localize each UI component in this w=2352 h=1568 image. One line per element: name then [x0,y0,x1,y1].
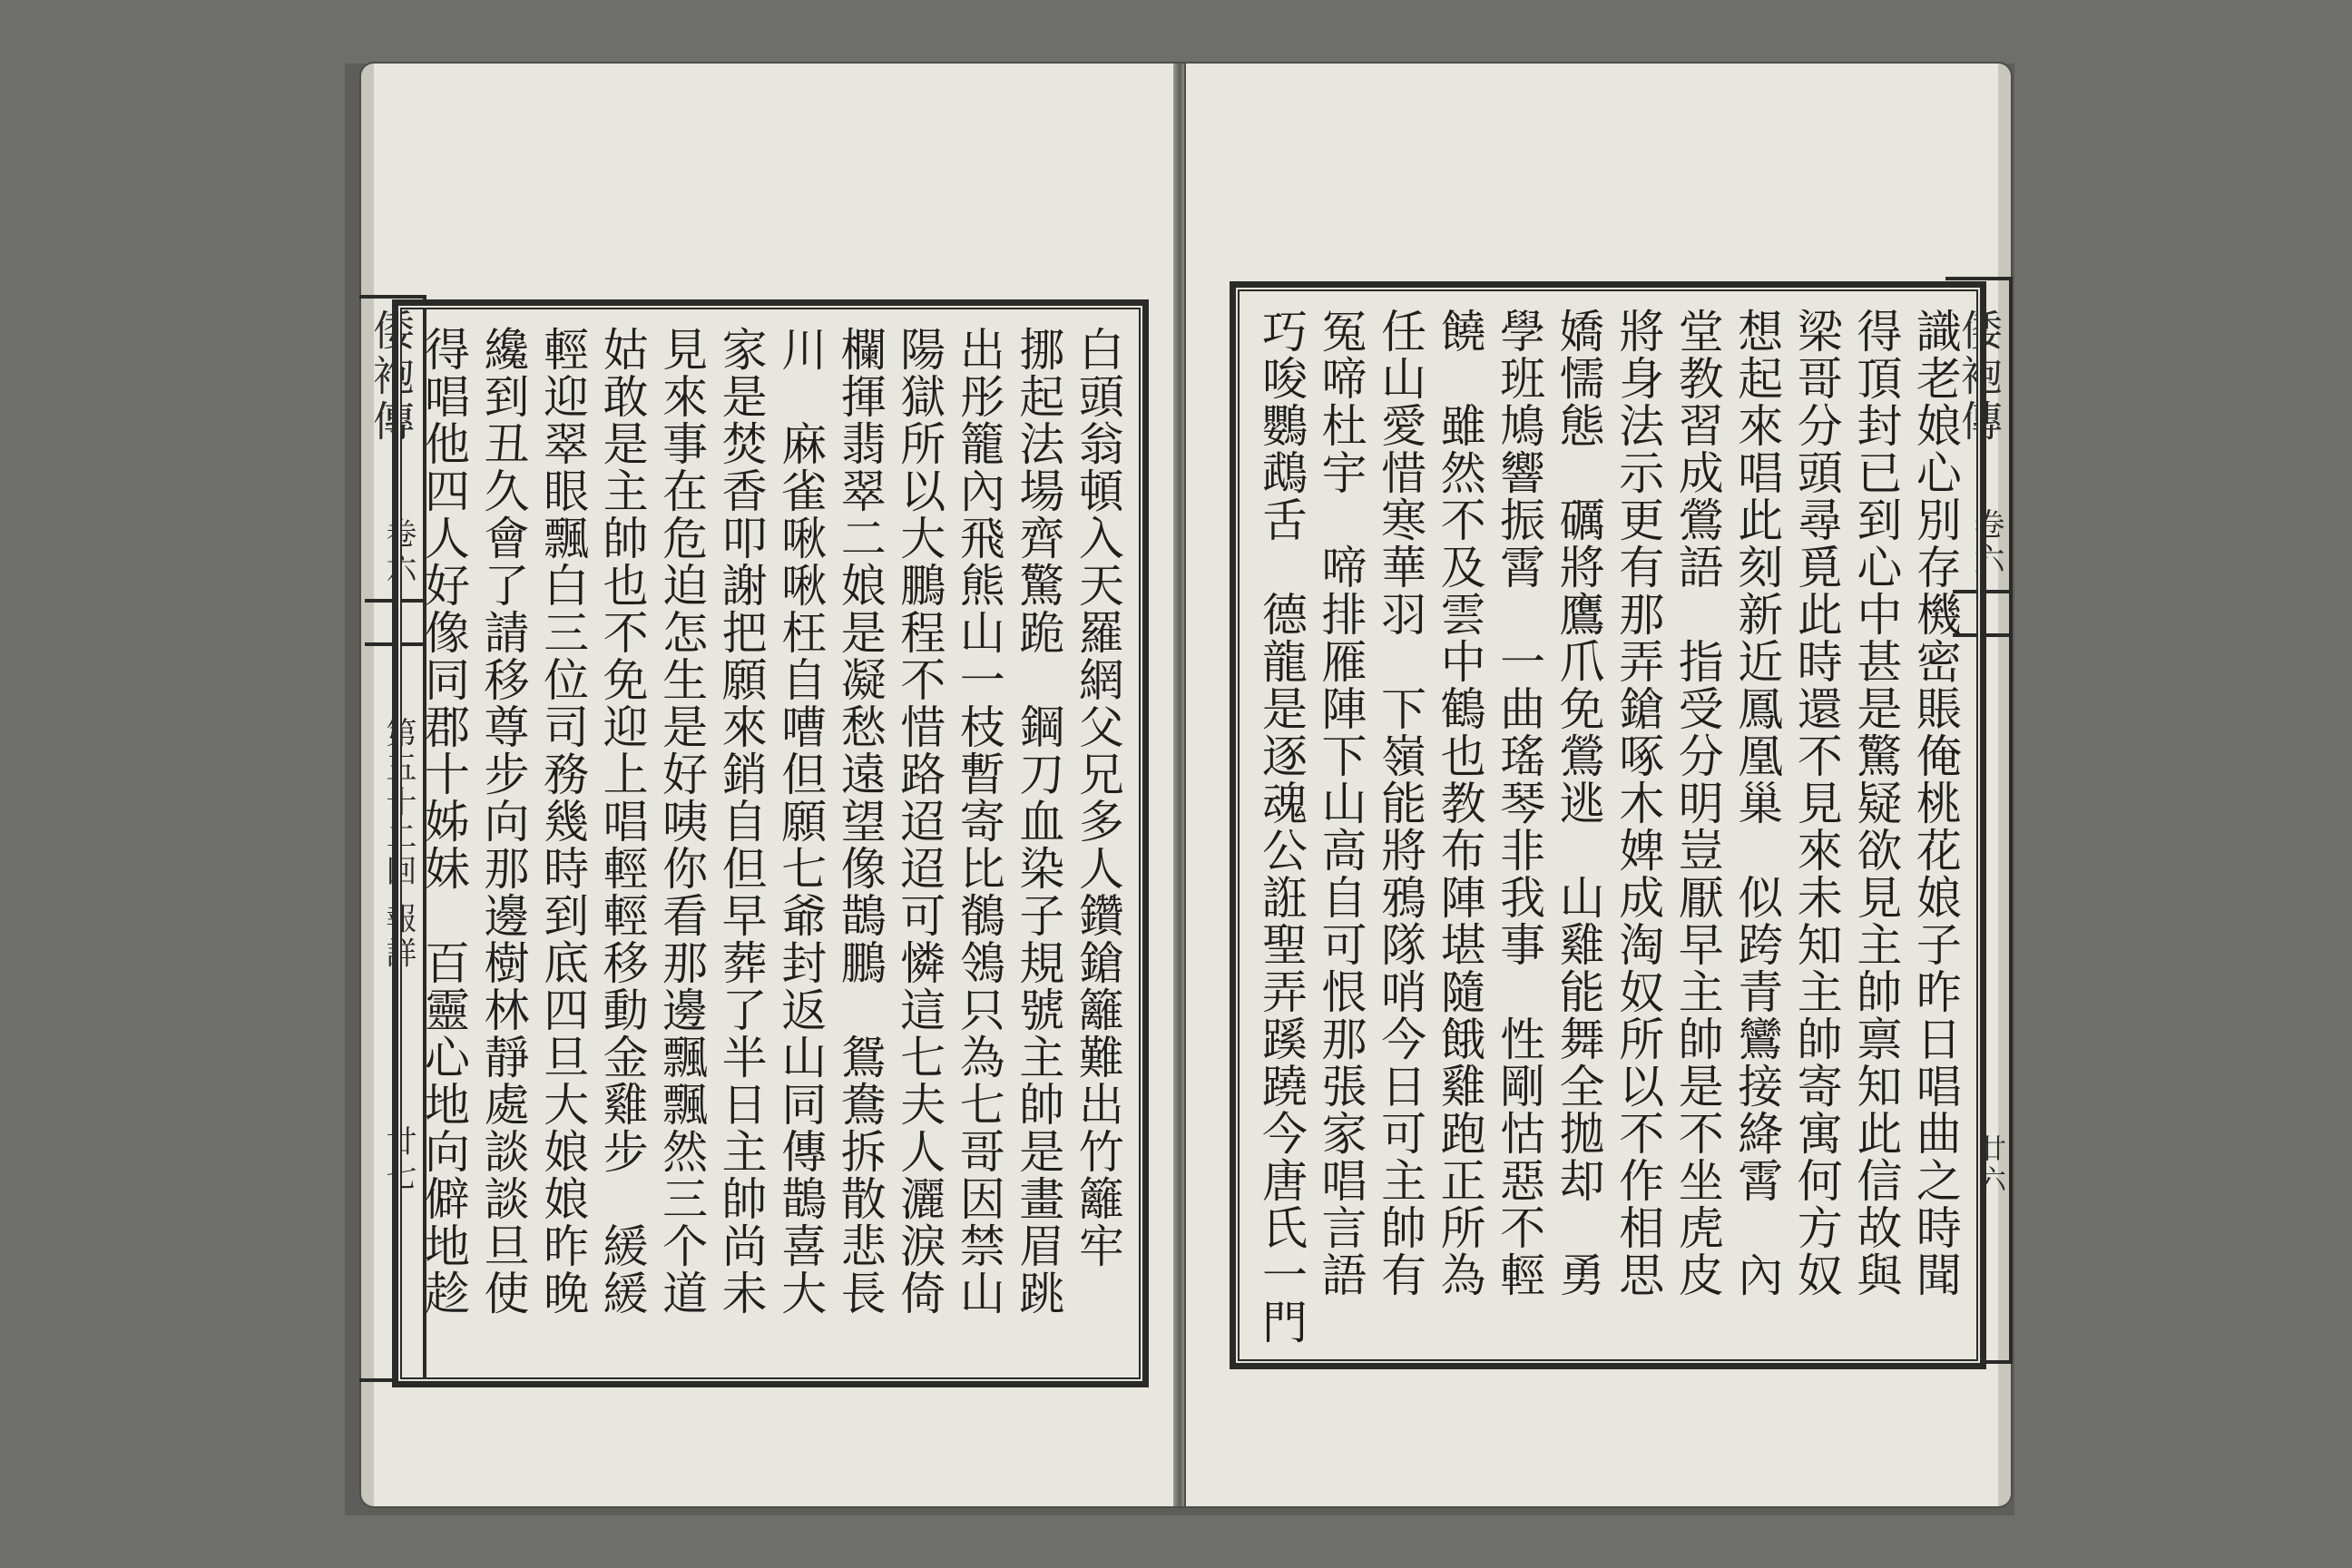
text-column: 冤啼杜宇 啼排雁陣下山高自可恨那張家唱言語 [1314,308,1367,1298]
text-column: 巧唆鸚鵡舌 德龍是逐魂公誑聖弄蹊蹺今唐氏一門 [1255,308,1308,1346]
text-column: 欄揮翡翠二娘是凝愁遠望像鵲鵬 鴛鴦拆散悲長 [833,326,887,1317]
right-spine-leaf-number: 廿六 [1974,1134,2005,1196]
left-spine-title: 倭袍傳 [367,309,416,445]
text-column: 姑敢是主帥也不免迎上唱輕輕移動金雞步 緩緩 [595,326,649,1317]
right-text-columns [1254,308,1962,1346]
text-column: 堂教習成鶯語 指受分明豈厭早主帥是不坐虎皮 [1671,308,1724,1298]
left-text-columns [416,326,1124,1361]
text-column: 得唱他四人好像同郡十姊妹 百靈心地向僻地趁 [417,326,470,1317]
text-column: 白頭翁頓入天羅網父兄多人鑽鎗籬難出竹籬牢 [1071,326,1124,1269]
text-column: 饒 雖然不及雲中鶴也教布陣堪隨餓雞跑正所為 [1433,308,1486,1298]
text-column: 任山愛惜寒華羽 下嶺能將鴉隊哨今日可主帥有 [1374,308,1427,1298]
left-spine-chapter: 第五十二回 報詳 [380,717,416,972]
left-page [361,64,1186,1506]
text-column: 纔到丑久會了請移尊步向那邊樹林靜處談談旦使 [476,326,530,1317]
right-text-frame [1230,281,1986,1369]
left-text-frame [392,299,1149,1387]
right-page [1186,64,2011,1506]
text-column: 輕迎翠眼飄白三位司務幾時到底四旦大娘娘昨晚 [536,326,590,1317]
book-gutter [1173,64,1186,1506]
text-column: 見來事在危迫怎生是好咦你看那邊飄飄然三个道 [655,326,709,1317]
text-column: 將身法示更有那弄鎗啄木婢成淘奴所以不作相思 [1612,308,1665,1298]
text-column: 出彤籠內飛熊山一枝暫寄比鶺鴒只為七哥因禁山 [952,326,1005,1317]
text-column: 想起來唱此刻新近鳳凰巢 似跨青鸞接絳霄 內 [1730,308,1784,1298]
open-book [345,64,2014,1515]
left-spine-leaf-number: 廿七 [380,1125,416,1194]
text-column: 川 麻雀啾啾枉自嘈但願七爺封返山同傳鵲喜大 [774,326,828,1317]
text-column: 學班鳩響振霄 一曲瑤琴非我事 性剛怙惡不輕 [1493,308,1546,1298]
text-column: 識老娘心別存機密賬俺桃花娘子昨日唱曲之時聞 [1908,308,1962,1298]
text-column: 家是焚香叩謝把願來銷自但早葬了半日主帥尚未 [714,326,768,1317]
right-spine-volume: 卷六 [1968,508,2004,577]
text-column: 得頂封已到心中甚是驚疑欲見主帥禀知此信故與 [1849,308,1903,1298]
right-spine-title: 倭袍傳 [1955,309,2004,445]
left-spine-volume: 卷六 [380,517,416,586]
text-column: 嬌懦態 礪將鷹爪免鶯逃 山雞能舞全拋却 勇 [1552,308,1605,1298]
text-column: 挪起法場齊驚跪 鋼刀血染子規號主帥是畫眉跳 [1012,326,1065,1317]
text-column: 梁哥分頭尋覓此時還不見來未知主帥寄寓何方奴 [1789,308,1843,1298]
text-column: 陽獄所以大鵬程不惜路迢迢可憐這七夫人灑淚倚 [893,326,946,1317]
